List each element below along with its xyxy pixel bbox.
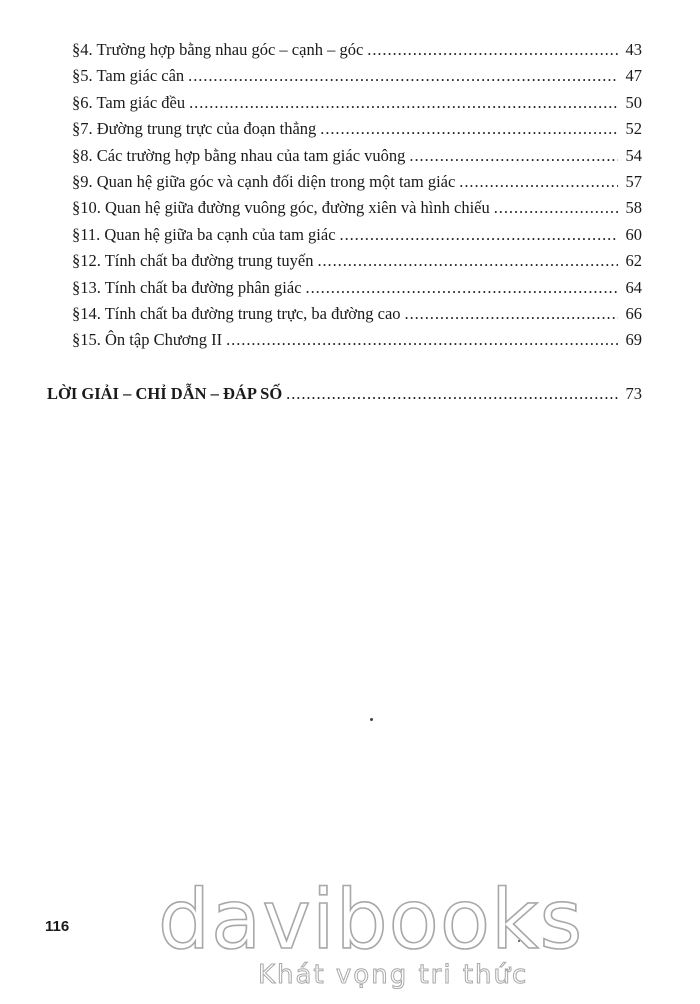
toc-entry-title: §11. Quan hệ giữa ba cạnh của tam giác xyxy=(72,224,336,244)
dot-leader xyxy=(226,330,618,350)
dot-leader xyxy=(405,304,618,324)
toc-entry-title: §4. Trường hợp bằng nhau góc – cạnh – góc xyxy=(72,40,364,59)
toc-entry-title: §15. Ôn tập Chương II xyxy=(72,330,223,350)
dot-leader xyxy=(340,225,618,245)
toc-entry-page: 50 xyxy=(625,92,642,112)
toc-entry-page: 58 xyxy=(625,198,642,218)
toc-entry xyxy=(72,304,642,330)
toc-entry-title: §13. Tính chất ba đường phân giác xyxy=(72,277,302,297)
toc-entry xyxy=(72,172,642,198)
page-number: 116 xyxy=(45,918,70,935)
toc-final-section-title: LỜI GIẢI – CHỈ DẪN – ĐÁP SỐ xyxy=(47,384,283,403)
dot-leader xyxy=(320,119,618,139)
toc-entry-title: §5. Tam giác cân xyxy=(72,66,185,86)
toc-entry xyxy=(72,278,642,304)
toc-entry-title: §6. Tam giác đều xyxy=(72,92,186,112)
table-of-contents xyxy=(72,40,642,357)
toc-entry-page: 66 xyxy=(625,303,642,323)
toc-entry xyxy=(72,119,642,145)
toc-entry-page: 64 xyxy=(625,277,642,297)
toc-entry xyxy=(72,198,642,224)
toc-entry xyxy=(72,93,642,119)
dot-leader xyxy=(459,172,618,192)
toc-entry xyxy=(72,66,642,92)
toc-entry-title: §12. Tính chất ba đường trung tuyến xyxy=(72,251,314,271)
dot-leader xyxy=(306,278,618,298)
toc-entry xyxy=(72,330,642,356)
toc-entry-title: §10. Quan hệ giữa đường vuông góc, đường xiên và hình chiếu xyxy=(72,198,490,218)
toc-final-section-page: 73 xyxy=(625,384,642,403)
toc-entry-page: 57 xyxy=(625,171,642,191)
toc-final-section xyxy=(47,384,642,404)
toc-entry-page: 62 xyxy=(625,251,642,271)
watermark-slogan: Khát vọng tri thức xyxy=(258,960,529,990)
toc-entry xyxy=(72,40,642,66)
dot-leader xyxy=(317,251,618,271)
toc-entry-page: 60 xyxy=(625,224,642,244)
toc-entry xyxy=(72,225,642,251)
dot-leader xyxy=(286,384,618,404)
toc-entry-title: §14. Tính chất ba đường trung trực, ba đường cao xyxy=(72,303,401,323)
dot-leader xyxy=(367,40,618,60)
toc-entry-title: §8. Các trường hợp bằng nhau của tam giác vuông xyxy=(72,145,406,165)
dot-leader xyxy=(188,66,618,86)
toc-entry-title: §7. Đường trung trực của đoạn thẳng xyxy=(72,119,317,139)
toc-entry-page: 47 xyxy=(625,66,642,86)
scan-speck xyxy=(370,718,373,721)
toc-entry-title: §9. Quan hệ giữa góc và cạnh đối diện trong một tam giác xyxy=(72,171,456,191)
watermark-brand: davibooks xyxy=(158,873,584,968)
dot-leader xyxy=(409,146,618,166)
toc-entry-page: 52 xyxy=(625,119,642,139)
toc-entry-page: 54 xyxy=(625,145,642,165)
toc-entry-page: 69 xyxy=(625,330,642,350)
toc-entry-page: 43 xyxy=(625,40,642,59)
dot-leader xyxy=(494,198,618,218)
toc-entry xyxy=(72,146,642,172)
dot-leader xyxy=(189,93,618,113)
toc-entry xyxy=(72,251,642,277)
